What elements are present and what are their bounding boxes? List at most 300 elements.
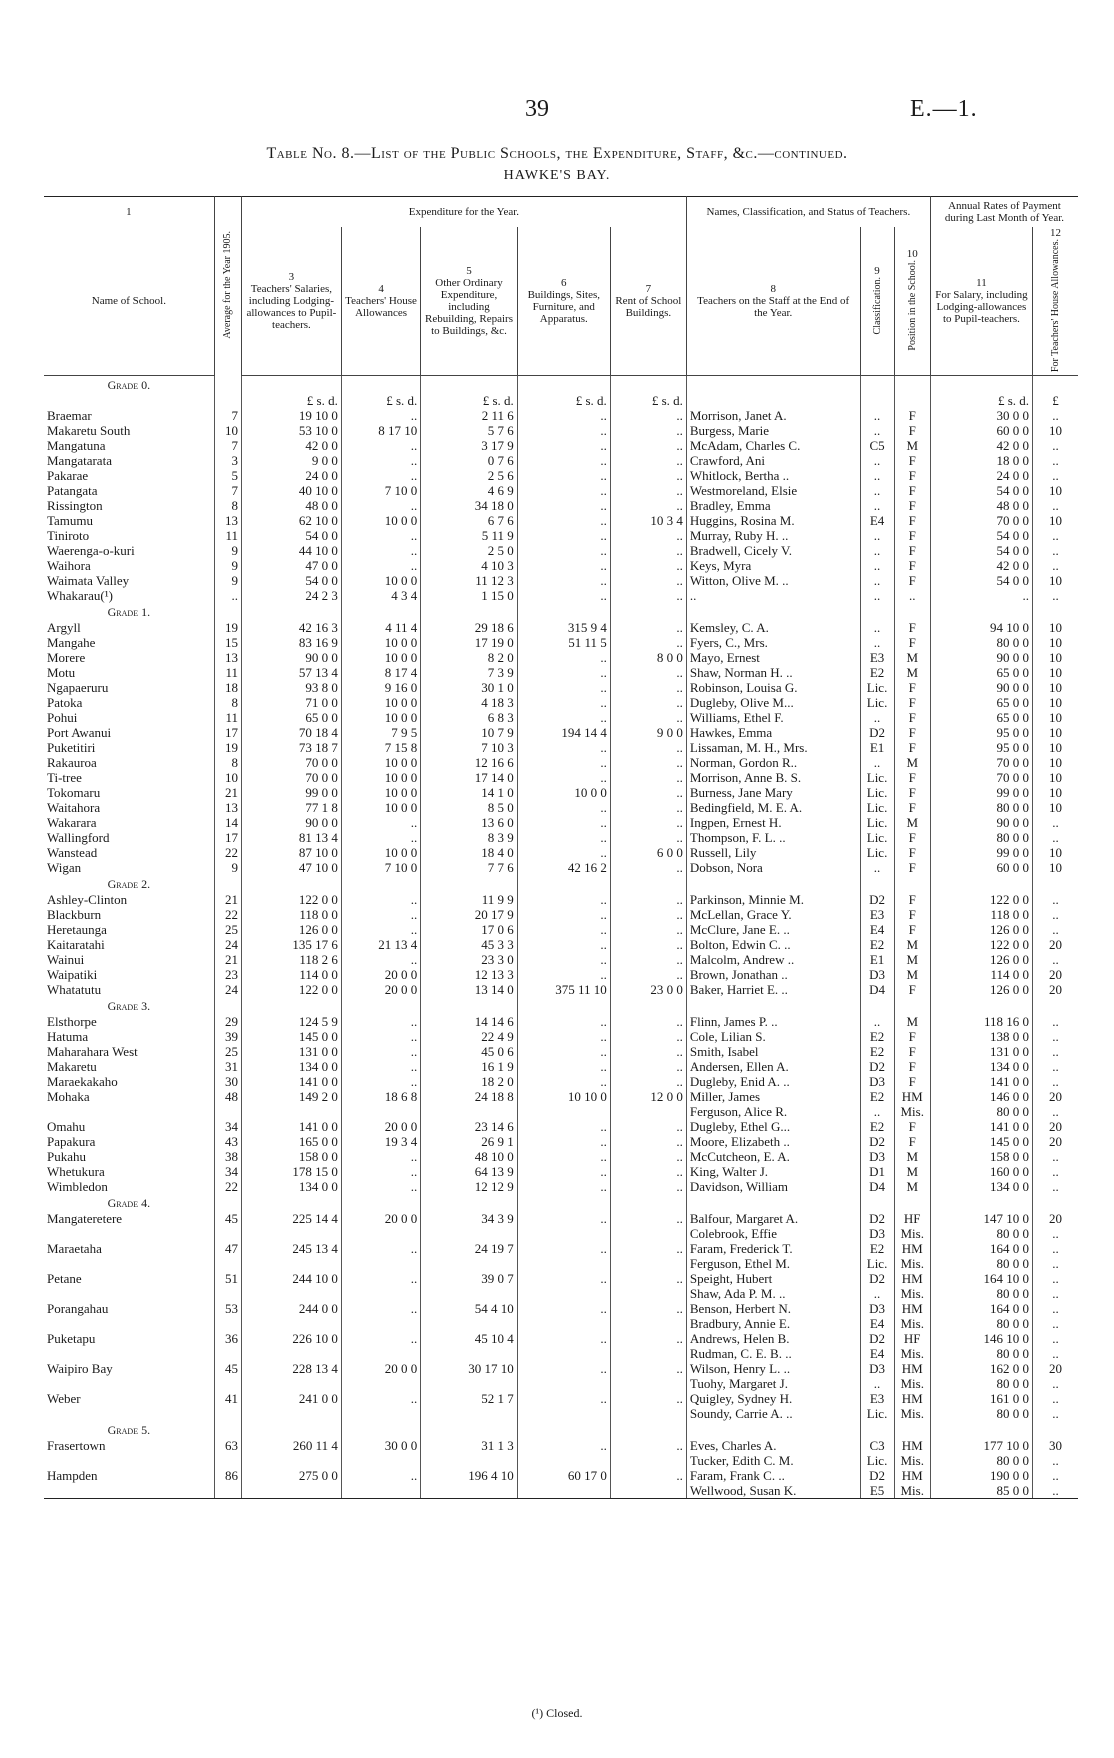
- classification: C5: [860, 438, 894, 453]
- teacher-name: Bradbury, Annie E.: [686, 1316, 860, 1331]
- annual-salary: 85 0 0: [930, 1483, 1032, 1499]
- position: F: [894, 785, 930, 800]
- buildings-expenditure: ..: [517, 845, 610, 860]
- empty-cell: [1033, 997, 1078, 1014]
- annual-house-allowance: 10: [1049, 573, 1062, 589]
- buildings-expenditure: 315 9 4: [517, 620, 610, 635]
- teacher-name: Tucker, Edith C. M.: [686, 1453, 860, 1468]
- teachers-salaries: 122 0 0: [241, 892, 341, 907]
- buildings-expenditure: ..: [517, 528, 610, 543]
- annual-house-allowance: 10: [1049, 800, 1062, 816]
- teachers-salaries: 70 0 0: [241, 770, 341, 785]
- school-name: [44, 1316, 214, 1331]
- annual-salary: 147 10 0: [930, 1211, 1032, 1226]
- classification: D3: [860, 1226, 894, 1241]
- average-attendance: 8: [214, 498, 241, 513]
- table-row: [44, 1149, 1078, 1164]
- teacher-name: Andrews, Helen B.: [686, 1331, 860, 1346]
- average-attendance: 19: [214, 620, 241, 635]
- buildings-expenditure: 10 0 0: [517, 785, 610, 800]
- average-attendance: 10: [214, 423, 241, 438]
- teachers-salaries: 90 0 0: [241, 815, 341, 830]
- annual-salary: 164 0 0: [930, 1301, 1032, 1316]
- other-expenditure: 17 0 6: [421, 922, 517, 937]
- teachers-salaries: 42 16 3: [241, 620, 341, 635]
- other-expenditure: 0 7 6: [421, 453, 517, 468]
- annual-salary: 65 0 0: [930, 665, 1032, 680]
- col-8-number: 8: [770, 283, 776, 296]
- other-expenditure: 45 3 3: [421, 937, 517, 952]
- buildings-expenditure: [517, 1406, 610, 1421]
- annual-salary: 114 0 0: [930, 967, 1032, 982]
- annual-house-allowance: ..: [1052, 1044, 1059, 1060]
- rent: £ s. d.: [610, 393, 686, 408]
- average-attendance: 45: [214, 1361, 241, 1376]
- position: F: [894, 543, 930, 558]
- col-11-number: 11: [976, 277, 987, 290]
- empty-cell: [517, 997, 610, 1014]
- empty-cell: [421, 603, 517, 620]
- buildings-expenditure: ..: [517, 1119, 610, 1134]
- buildings-expenditure: ..: [517, 1331, 610, 1346]
- col-12-number: 12: [1050, 227, 1061, 239]
- school-name: Argyll: [44, 620, 214, 635]
- buildings-expenditure: [517, 1286, 610, 1301]
- buildings-expenditure: ..: [517, 710, 610, 725]
- house-allowances: ..: [341, 952, 420, 967]
- teachers-salaries: 131 0 0: [241, 1044, 341, 1059]
- position: F: [894, 845, 930, 860]
- school-name: [44, 1104, 214, 1119]
- average-attendance: 13: [214, 650, 241, 665]
- rent: 6 0 0: [610, 845, 686, 860]
- average-attendance: 3: [214, 453, 241, 468]
- teacher-name: McAdam, Charles C.: [686, 438, 860, 453]
- annual-salary: 141 0 0: [930, 1074, 1032, 1089]
- rent: 23 0 0: [610, 982, 686, 997]
- house-allowances: ..: [341, 1044, 420, 1059]
- average-attendance: 25: [214, 922, 241, 937]
- classification: ..: [860, 573, 894, 588]
- position: M: [894, 1149, 930, 1164]
- other-expenditure: 34 3 9: [421, 1211, 517, 1226]
- classification: ..: [860, 860, 894, 875]
- house-allowances: 7 15 8: [341, 740, 420, 755]
- buildings-expenditure: ..: [517, 800, 610, 815]
- average-attendance: 86: [214, 1468, 241, 1483]
- table-row: [44, 1331, 1078, 1346]
- teacher-name: Keys, Myra: [686, 558, 860, 573]
- empty-cell: [894, 1194, 930, 1211]
- teachers-salaries: 149 2 0: [241, 1089, 341, 1104]
- empty-cell: [517, 1421, 610, 1438]
- table-row: [44, 952, 1078, 967]
- teacher-name: Dobson, Nora: [686, 860, 860, 875]
- position: F: [894, 483, 930, 498]
- annual-salary: 65 0 0: [930, 710, 1032, 725]
- annual-house-allowance: 10: [1049, 680, 1062, 696]
- house-allowances: 7 10 0: [341, 483, 420, 498]
- house-allowances: ..: [341, 1241, 420, 1256]
- average-attendance: 22: [214, 1179, 241, 1194]
- school-name: Waitahora: [44, 800, 214, 815]
- house-allowances: 20 0 0: [341, 1361, 420, 1376]
- classification: ..: [860, 635, 894, 650]
- house-allowances: 20 0 0: [341, 967, 420, 982]
- house-allowances: [341, 1256, 420, 1271]
- table-row: [44, 438, 1078, 453]
- school-name: Hatuma: [44, 1029, 214, 1044]
- position: Mis.: [894, 1346, 930, 1361]
- school-name: Braemar: [44, 408, 214, 423]
- empty-cell: [341, 376, 420, 394]
- table-row: [44, 710, 1078, 725]
- teachers-salaries: 122 0 0: [241, 982, 341, 997]
- annual-salary: 80 0 0: [930, 635, 1032, 650]
- classification: D3: [860, 1301, 894, 1316]
- teachers-salaries: 57 13 4: [241, 665, 341, 680]
- buildings-expenditure: ..: [517, 952, 610, 967]
- table-row: [44, 408, 1078, 423]
- average-attendance: 9: [214, 558, 241, 573]
- buildings-expenditure: ..: [517, 830, 610, 845]
- position: F: [894, 907, 930, 922]
- annual-salary: 80 0 0: [930, 800, 1032, 815]
- teachers-salaries: 70 18 4: [241, 725, 341, 740]
- table-row: [44, 755, 1078, 770]
- school-name: Puketapu: [44, 1331, 214, 1346]
- rent: ..: [610, 453, 686, 468]
- rent: ..: [610, 620, 686, 635]
- position: Mis.: [894, 1104, 930, 1119]
- teachers-salaries: 77 1 8: [241, 800, 341, 815]
- average-attendance: 21: [214, 785, 241, 800]
- empty-cell: [860, 1194, 894, 1211]
- position: F: [894, 830, 930, 845]
- annual-salary: 18 0 0: [930, 453, 1032, 468]
- teachers-salaries: 54 0 0: [241, 528, 341, 543]
- rent: ..: [610, 1468, 686, 1483]
- classification: E3: [860, 650, 894, 665]
- teachers-salaries: [241, 1406, 341, 1421]
- annual-salary: 80 0 0: [930, 1346, 1032, 1361]
- other-expenditure: 17 19 0: [421, 635, 517, 650]
- classification: ..: [860, 755, 894, 770]
- buildings-expenditure: 375 11 10: [517, 982, 610, 997]
- average-attendance: 36: [214, 1331, 241, 1346]
- other-expenditure: 8 5 0: [421, 800, 517, 815]
- average-attendance: 41: [214, 1391, 241, 1406]
- teacher-name: Ferguson, Ethel M.: [686, 1256, 860, 1271]
- other-expenditure: 3 17 9: [421, 438, 517, 453]
- other-expenditure: [421, 1453, 517, 1468]
- teacher-name: McCutcheon, E. A.: [686, 1149, 860, 1164]
- table-row: [44, 1074, 1078, 1089]
- annual-house-allowance: 20: [1049, 1089, 1062, 1105]
- position: M: [894, 952, 930, 967]
- classification: E1: [860, 952, 894, 967]
- school-name: [44, 1483, 214, 1499]
- grade-heading-row: [44, 997, 1078, 1014]
- annual-house-allowance: ..: [1052, 1179, 1059, 1195]
- annual-salary: 99 0 0: [930, 845, 1032, 860]
- teacher-name: Westmoreland, Elsie: [686, 483, 860, 498]
- average-attendance: [214, 1346, 241, 1361]
- rent: ..: [610, 1361, 686, 1376]
- position: HM: [894, 1438, 930, 1453]
- teacher-name: ..: [686, 588, 860, 603]
- buildings-expenditure: ..: [517, 1164, 610, 1179]
- average-attendance: 38: [214, 1149, 241, 1164]
- school-name: Whakarau(¹): [44, 588, 214, 603]
- teacher-name: Hawkes, Emma: [686, 725, 860, 740]
- empty-cell: [241, 376, 341, 394]
- school-name: Wallingford: [44, 830, 214, 845]
- col-7-header: [610, 227, 686, 376]
- teachers-salaries: [241, 1376, 341, 1391]
- house-allowances: ..: [341, 1074, 420, 1089]
- school-name: Tiniroto: [44, 528, 214, 543]
- col-3-header: [241, 227, 341, 376]
- table-row: [44, 982, 1078, 997]
- buildings-expenditure: 42 16 2: [517, 860, 610, 875]
- annual-house-allowance: ..: [1052, 1391, 1059, 1407]
- school-name: Weber: [44, 1391, 214, 1406]
- table-row: [44, 907, 1078, 922]
- classification: E2: [860, 1119, 894, 1134]
- table-row: [44, 543, 1078, 558]
- teachers-salaries: 114 0 0: [241, 967, 341, 982]
- table-row: [44, 513, 1078, 528]
- classification: ..: [860, 543, 894, 558]
- annual-house-allowance: ..: [1052, 922, 1059, 938]
- empty-cell: [610, 1421, 686, 1438]
- average-attendance: 11: [214, 528, 241, 543]
- other-expenditure: 30 17 10: [421, 1361, 517, 1376]
- school-name: Waihora: [44, 558, 214, 573]
- buildings-expenditure: ..: [517, 1059, 610, 1074]
- annual-house-allowance: ..: [1052, 1286, 1059, 1302]
- teacher-name: Mayo, Ernest: [686, 650, 860, 665]
- other-expenditure: 20 17 9: [421, 907, 517, 922]
- teachers-salaries: 47 0 0: [241, 558, 341, 573]
- table-row: [44, 665, 1078, 680]
- buildings-expenditure: 51 11 5: [517, 635, 610, 650]
- table-subtitle: HAWKE'S BAY.: [503, 168, 611, 183]
- other-expenditure: 196 4 10: [421, 1468, 517, 1483]
- rent: ..: [610, 695, 686, 710]
- other-expenditure: 48 10 0: [421, 1149, 517, 1164]
- position: HM: [894, 1468, 930, 1483]
- rent: ..: [610, 785, 686, 800]
- annual-salary: 122 0 0: [930, 937, 1032, 952]
- buildings-expenditure: [517, 1483, 610, 1499]
- average-attendance: 10: [214, 770, 241, 785]
- teachers-salaries: 141 0 0: [241, 1119, 341, 1134]
- classification: ..: [860, 423, 894, 438]
- table-row: [44, 1256, 1078, 1271]
- house-allowances: 10 0 0: [341, 573, 420, 588]
- buildings-expenditure: ..: [517, 498, 610, 513]
- annual-salary: 54 0 0: [930, 483, 1032, 498]
- teacher-name: Robinson, Louisa G.: [686, 680, 860, 695]
- average-attendance: 25: [214, 1044, 241, 1059]
- house-allowances: [341, 1286, 420, 1301]
- grade-heading: Grade 5.: [44, 1421, 214, 1438]
- annual-salary: 122 0 0: [930, 892, 1032, 907]
- teachers-salaries: 134 0 0: [241, 1179, 341, 1194]
- school-name: Morere: [44, 650, 214, 665]
- buildings-expenditure: ..: [517, 650, 610, 665]
- empty-cell: [686, 376, 860, 394]
- house-allowances: 7 9 5: [341, 725, 420, 740]
- teacher-name: Moore, Elizabeth ..: [686, 1134, 860, 1149]
- col-3-label: Teachers' Salaries, including Lodging-allowances to Pupil-teachers.: [246, 283, 337, 332]
- school-name: Kaitaratahi: [44, 937, 214, 952]
- annual-house-allowance: ..: [1052, 1029, 1059, 1045]
- buildings-expenditure: [517, 1256, 610, 1271]
- table-row: [44, 1089, 1078, 1104]
- house-allowances: [341, 1406, 420, 1421]
- teacher-name: Colebrook, Effie: [686, 1226, 860, 1241]
- position: F: [894, 528, 930, 543]
- classification: Lic.: [860, 830, 894, 845]
- other-expenditure: [421, 1316, 517, 1331]
- position: F: [894, 1059, 930, 1074]
- school-name: Tamumu: [44, 513, 214, 528]
- classification: Lic.: [860, 1406, 894, 1421]
- classification: D3: [860, 1361, 894, 1376]
- empty-cell: [421, 1194, 517, 1211]
- classification: [860, 393, 894, 408]
- table-row: [44, 695, 1078, 710]
- house-allowances: 4 3 4: [341, 588, 420, 603]
- average-attendance: 13: [214, 513, 241, 528]
- school-name: Pakarae: [44, 468, 214, 483]
- classification: D2: [860, 1468, 894, 1483]
- teacher-name: Crawford, Ani: [686, 453, 860, 468]
- average-attendance: 63: [214, 1438, 241, 1453]
- other-expenditure: [421, 1226, 517, 1241]
- position: F: [894, 1044, 930, 1059]
- school-name: Papakura: [44, 1134, 214, 1149]
- annual-house-allowance: 20: [1049, 937, 1062, 953]
- teacher-name: Smith, Isabel: [686, 1044, 860, 1059]
- teachers-salaries: 126 0 0: [241, 922, 341, 937]
- annual-salary: 80 0 0: [930, 1316, 1032, 1331]
- table-row: [44, 1241, 1078, 1256]
- col-12-label: For Teachers' House Allowances.: [1050, 239, 1061, 373]
- teacher-name: Murray, Ruby H. ..: [686, 528, 860, 543]
- annual-house-allowance: ..: [1052, 453, 1059, 469]
- annual-salary: 90 0 0: [930, 650, 1032, 665]
- annual-house-allowance: £: [1052, 393, 1059, 409]
- annual-house-allowance: 30: [1049, 1438, 1062, 1454]
- buildings-expenditure: [517, 1376, 610, 1391]
- annual-salary: 54 0 0: [930, 573, 1032, 588]
- annual-house-allowance: 10: [1049, 650, 1062, 666]
- empty-cell: [610, 875, 686, 892]
- position: Mis.: [894, 1316, 930, 1331]
- other-expenditure: 45 10 4: [421, 1331, 517, 1346]
- buildings-expenditure: ..: [517, 1014, 610, 1029]
- other-expenditure: 64 13 9: [421, 1164, 517, 1179]
- position: M: [894, 1014, 930, 1029]
- empty-cell: [930, 376, 1032, 394]
- teachers-salaries: 19 10 0: [241, 408, 341, 423]
- empty-cell: [214, 1421, 241, 1438]
- table-body: [44, 376, 1078, 1499]
- position: ..: [894, 588, 930, 603]
- col-3-number: 3: [288, 271, 295, 284]
- annual-salary: 131 0 0: [930, 1044, 1032, 1059]
- classification: E2: [860, 1044, 894, 1059]
- other-expenditure: 8 2 0: [421, 650, 517, 665]
- table-row: [44, 1134, 1078, 1149]
- average-attendance: 22: [214, 845, 241, 860]
- teachers-salaries: 165 0 0: [241, 1134, 341, 1149]
- other-expenditure: 34 18 0: [421, 498, 517, 513]
- rent: ..: [610, 1044, 686, 1059]
- empty-cell: [686, 875, 860, 892]
- rent: ..: [610, 1241, 686, 1256]
- teachers-salaries: 87 10 0: [241, 845, 341, 860]
- empty-cell: [214, 997, 241, 1014]
- house-allowances: 20 0 0: [341, 1211, 420, 1226]
- teacher-name: Burness, Jane Mary: [686, 785, 860, 800]
- classification: E2: [860, 665, 894, 680]
- classification: E4: [860, 513, 894, 528]
- average-attendance: 7: [214, 438, 241, 453]
- teachers-salaries: 124 5 9: [241, 1014, 341, 1029]
- rent: ..: [610, 740, 686, 755]
- house-allowances: 4 11 4: [341, 620, 420, 635]
- buildings-expenditure: ..: [517, 438, 610, 453]
- house-allowances: 20 0 0: [341, 982, 420, 997]
- teacher-name: Cole, Lilian S.: [686, 1029, 860, 1044]
- other-expenditure: 17 14 0: [421, 770, 517, 785]
- buildings-expenditure: ..: [517, 558, 610, 573]
- classification: D4: [860, 982, 894, 997]
- position: F: [894, 468, 930, 483]
- teacher-name: Quigley, Sydney H.: [686, 1391, 860, 1406]
- annual-salary: 80 0 0: [930, 1226, 1032, 1241]
- rent: ..: [610, 1331, 686, 1346]
- table-row: [44, 1361, 1078, 1376]
- empty-cell: [860, 997, 894, 1014]
- schools-table: [44, 196, 1078, 1499]
- position: Mis.: [894, 1286, 930, 1301]
- staff-group-header: Names, Classification, and Status of Teachers.: [686, 197, 930, 228]
- teachers-salaries: [241, 1256, 341, 1271]
- annual-house-allowance: ..: [1052, 907, 1059, 923]
- annual-salary: 134 0 0: [930, 1059, 1032, 1074]
- rent: ..: [610, 1119, 686, 1134]
- annual-house-allowance: ..: [1052, 815, 1059, 831]
- empty-cell: [341, 1194, 420, 1211]
- school-name: Wimbledon: [44, 1179, 214, 1194]
- col-8-label: Teachers on the Staff at the End of the Year.: [697, 295, 850, 320]
- other-expenditure: 18 4 0: [421, 845, 517, 860]
- school-name: Pukahu: [44, 1149, 214, 1164]
- position: [894, 393, 930, 408]
- other-expenditure: 29 18 6: [421, 620, 517, 635]
- empty-cell: [1033, 1421, 1078, 1438]
- empty-cell: [894, 875, 930, 892]
- empty-cell: [930, 997, 1032, 1014]
- annual-house-allowance: ..: [1052, 1164, 1059, 1180]
- col-11-header: [930, 227, 1032, 376]
